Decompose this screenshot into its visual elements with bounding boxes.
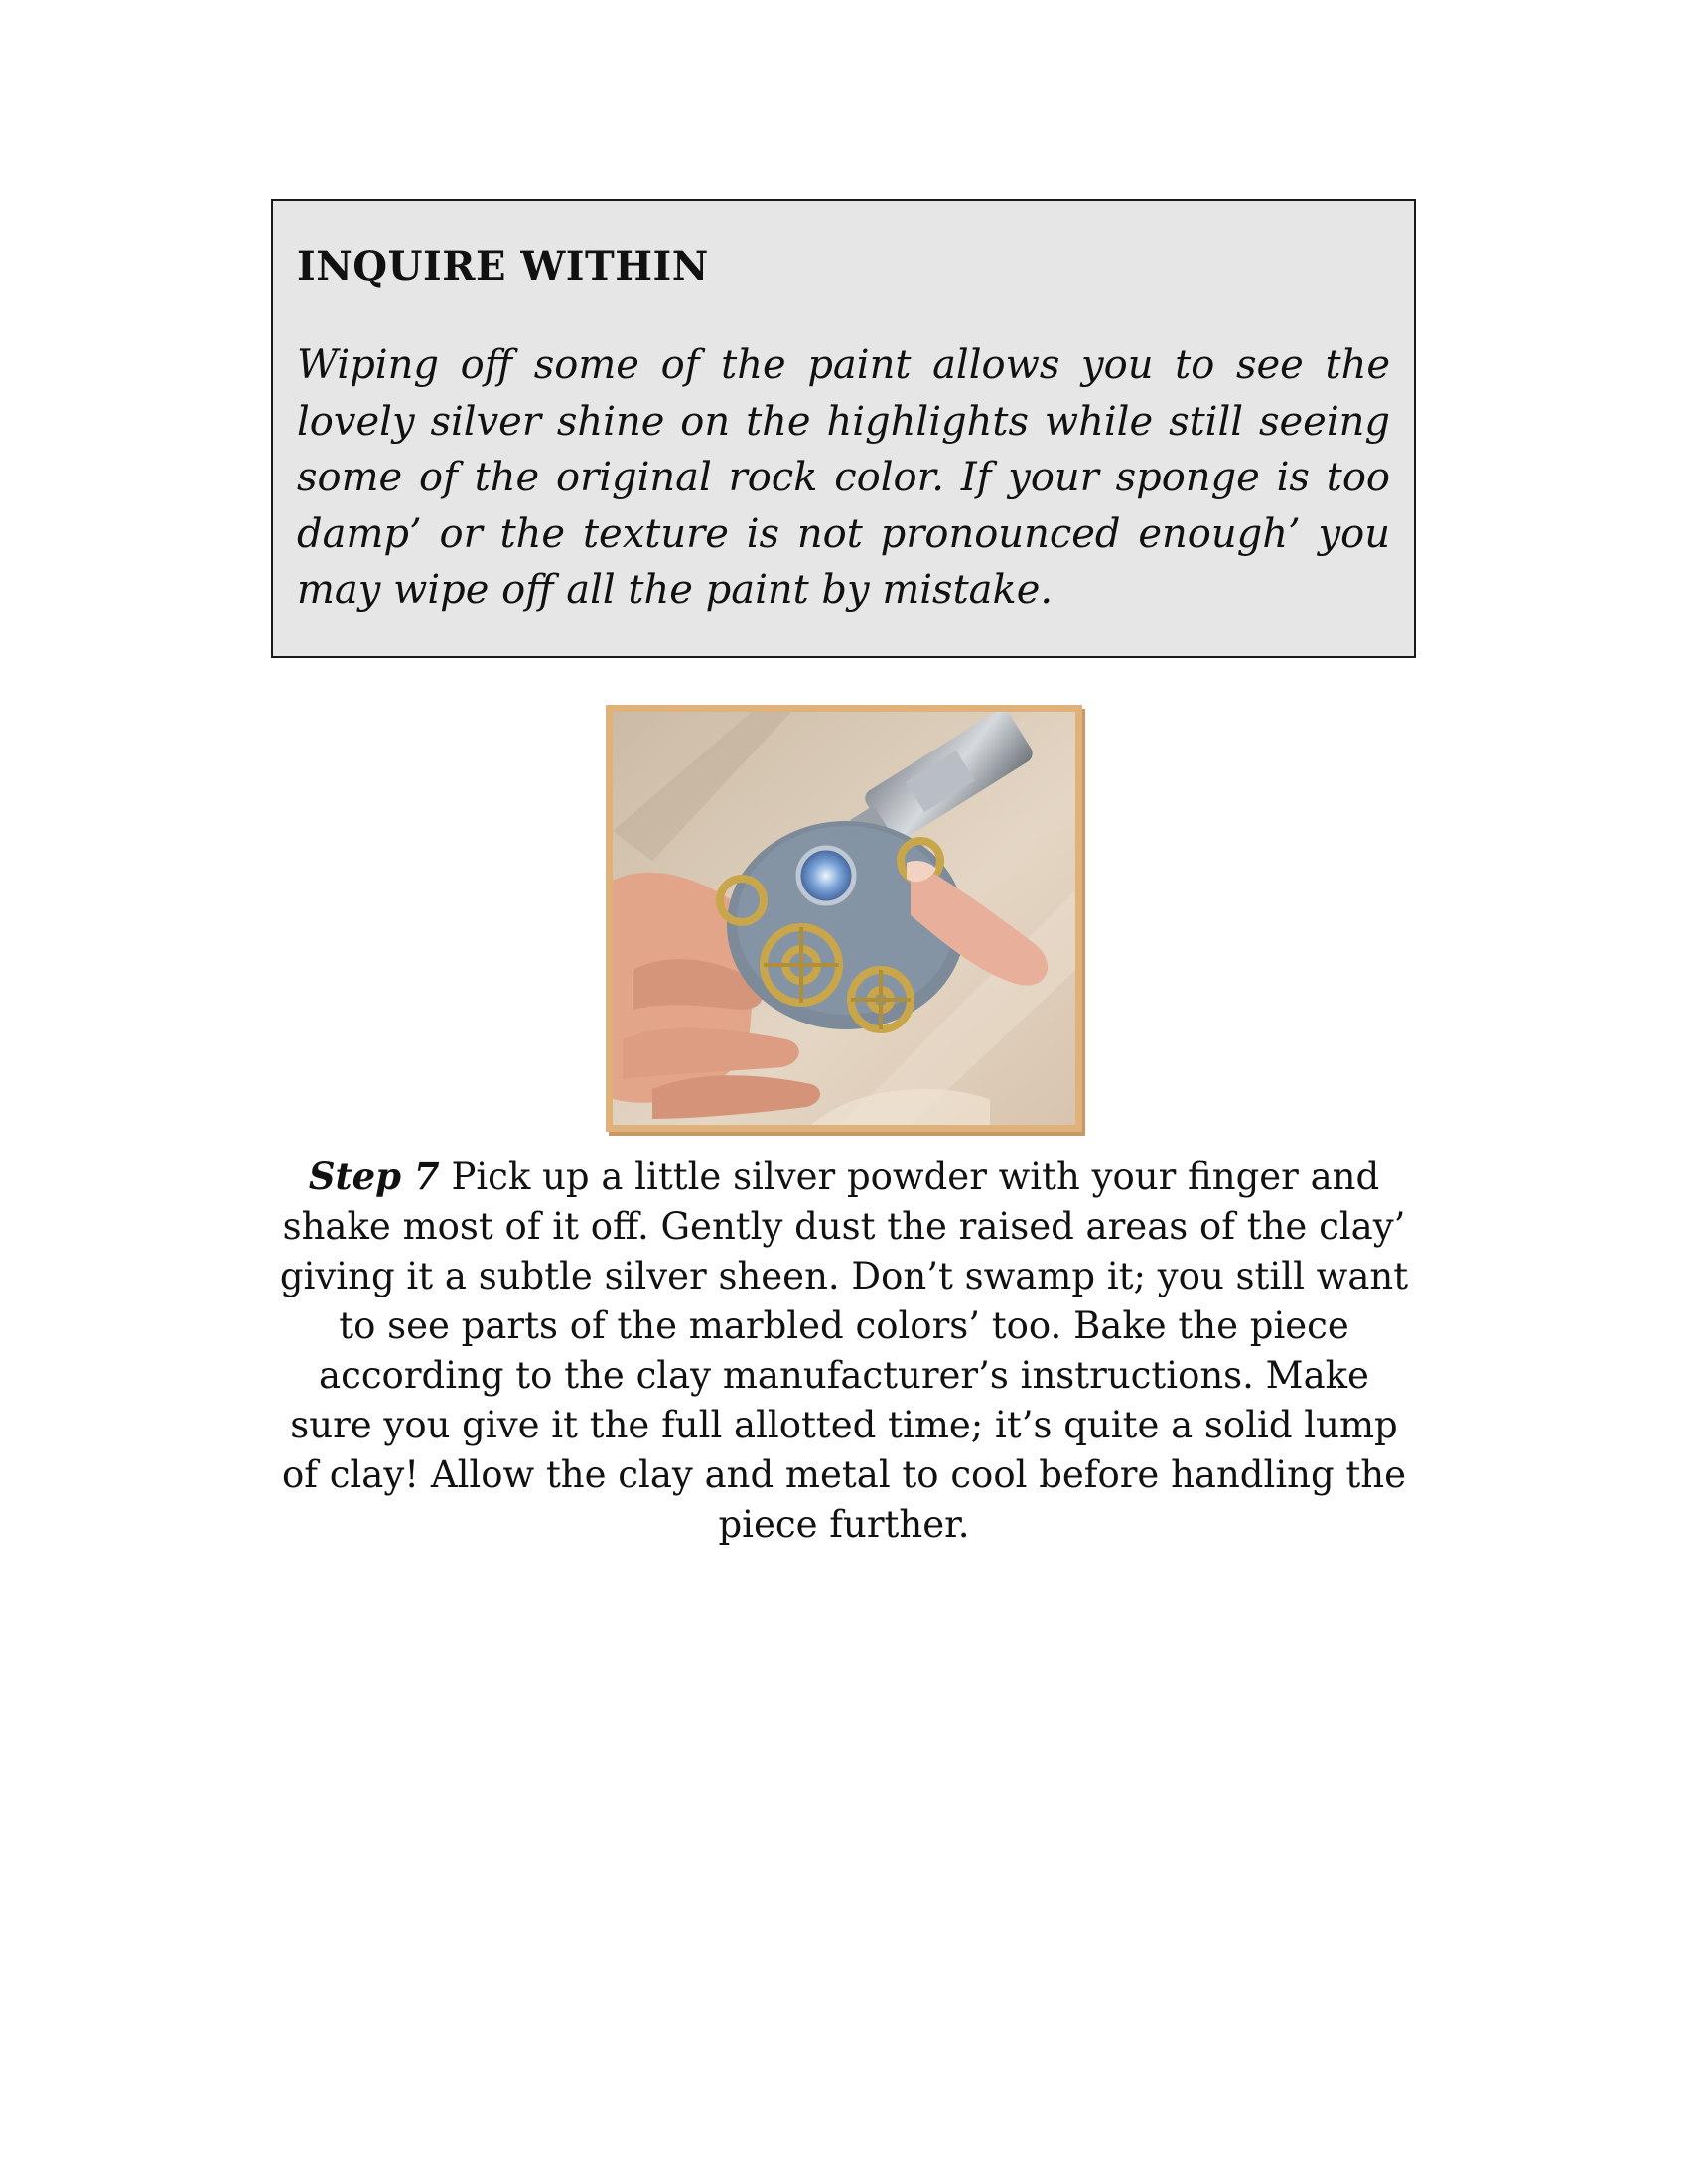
inquire-within-box	[271, 199, 1416, 658]
step-photo	[606, 705, 1082, 1132]
step-7-paragraph	[278, 1152, 1410, 1550]
craft-photo-illustration	[613, 712, 1075, 1125]
step-body: Pick up a little silver powder with your finger and shake most of it off. Gently dust the raised areas of the clay’ giving it a subtle silver sheen. Don’t swamp it; you still want to see parts of the marbled colors’ too. Bake the piece according to the clay manufacturer’s instructions. Make sure you give it the full allotted time; it’s quite a solid lump of clay! Allow the clay and metal to cool before handling the piece further.	[279, 1156, 1409, 1546]
box-title: INQUIRE WITHIN	[297, 243, 709, 290]
box-body-text: Wiping off some of the paint allows you to see the lovely silver shine on the highlights while still seeing some of the original rock color. If your sponge is too damp’ or the texture is not pronounced enough’ you may wipe off all the paint by mistake.	[297, 342, 1390, 613]
step-label: Step 7	[308, 1155, 440, 1198]
